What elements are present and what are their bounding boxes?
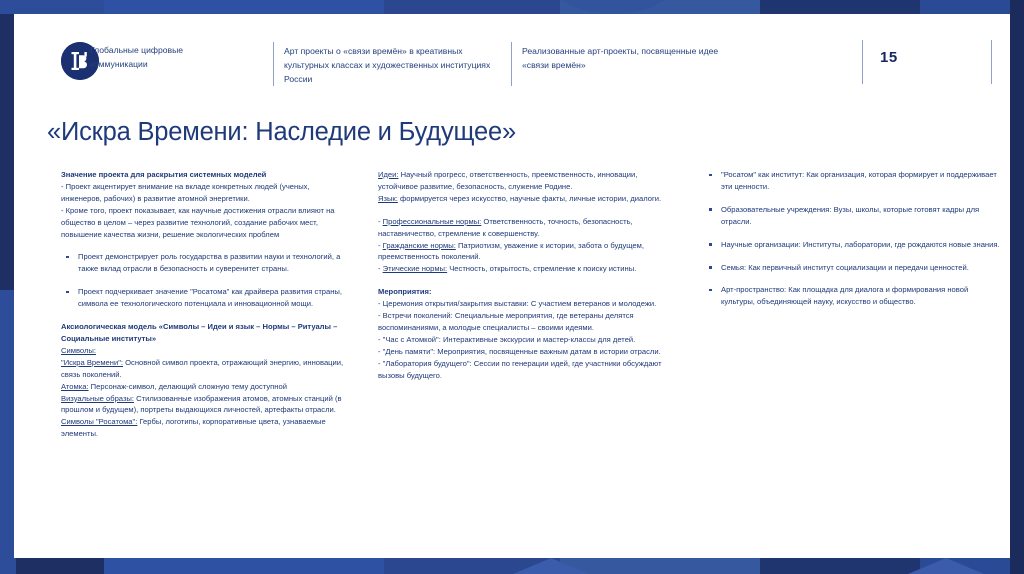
norm-term: Этические нормы: [382,264,448,274]
bg-band-top-6 [920,0,1024,14]
middle-event-item: - Встречи поколений: Специальные мероприятия, где ветераны делятся воспоминаниями, а молодые специалисты – своими идеями. [378,311,634,332]
norm-prefix: - [378,264,383,274]
left-model-heading: Аксиологическая модель «Символы – Идеи и язык – Нормы – Ритуалы – Социальные институты» [61,322,338,343]
definition-text: Стилизованные изображения атомов, атомных станций (в прошлом и будущем), портреты выдающихся личностей, артефакты отрасли. [61,393,342,415]
header-column-b: Реализованные арт-проекты, посвященные идее «связи времён» [522,46,719,70]
norm-term: Гражданские нормы: [382,240,456,250]
bg-band-top-1 [0,0,104,14]
header-divider-1 [273,42,274,86]
right-bullet-list [704,169,1004,308]
definition-text: Научный прогресс, ответственность, преемственность, инновации, устойчивое развитие, безопасность, служение Родине. [378,170,638,191]
norm-text: Ответственность, точность, безопасность, наставничество, стремление к совершенству. [378,216,633,238]
definition-text: Персонаж-символ, делающий сложную тему доступной [88,381,287,391]
definition-text: формируется через искусство, научные факты, личные истории, диалоги. [397,193,662,203]
left-bullet-list [61,251,351,310]
middle-norm [378,263,678,275]
bg-band-bottom-1 [104,558,384,574]
list-item [704,262,1004,274]
slide-card [14,14,1010,558]
list-item [704,239,1004,251]
left-paragraph: - Проект акцентирует внимание на вкладе конкретных людей (ученых, инженеров, рабочих) в развитие атомной энергетики. [61,181,310,203]
bg-band-top-2 [104,0,384,14]
definition-term: Язык: [378,193,398,203]
middle-event-item: - "Час с Атомкой": Интерактивные экскурсии и мастер-классы для детей. [378,334,636,344]
norm-prefix: - [378,240,383,250]
middle-norm [378,240,678,264]
definition-term: Идеи: [378,170,399,179]
column-right [704,169,1004,319]
norm-text: Патриотизм, уважение к истории, забота о будущем, преемственность поколений. [378,240,644,262]
list-item-text: Научные организации: Институты, лаборатории, где рождаются новые знания. [721,239,1000,249]
left-paragraph: - Кроме того, проект показывает, как научные достижения отрасли влияют на общество в целом – через развитие технологий, создание рабочих мест, повышение качества жизни, решение экологических проблем [61,205,335,239]
definition-text: Основной символ проекта, отражающий энергию, инновации, связь поколений. [61,357,344,379]
column-left [61,169,351,440]
list-item-text: Арт-пространство: Как площадка для диалога и формирования новой культуры, объединяющей науку, искусство и общество. [721,285,969,307]
left-definition [61,381,351,393]
list-item [61,251,351,275]
slide-header [14,14,1010,92]
bg-band-bottom-3 [560,558,760,574]
bg-band-top-3 [384,0,560,14]
spacer [378,205,678,216]
list-item-text: Семья: Как первичный институт социализации и передачи ценностей. [721,262,969,272]
spacer [61,240,351,251]
header-organization: Глобальные цифровые коммуникации [90,45,184,69]
header-column-a: Арт проекты о «связи времён» в креативных культурных классах и художественных институциях России [284,46,491,84]
slide-body [14,169,1010,549]
list-item-text: Образовательные учреждения: Вузы, школы, которые готовят кадры для отрасли. [721,204,980,226]
middle-definition [378,193,678,205]
definition-term: Атомка: [61,381,89,391]
middle-events-heading: Мероприятия: [378,287,432,297]
list-item-text: "Росатом" как институт: Как организация, которая формирует и поддерживает эти ценности. [721,170,997,191]
list-item [704,284,1004,308]
norm-text: Честность, открытость, стремление к поиску истины. [447,264,637,274]
header-divider-2 [511,42,512,86]
bg-right-accent-bar [1010,0,1024,574]
left-heading: Значение проекта для раскрытия системных моделей [61,170,267,179]
left-definition [61,357,351,381]
bg-band-bottom-4 [760,558,920,574]
header-divider-4 [991,40,992,84]
norm-prefix: - [378,216,383,226]
list-item [61,286,351,310]
definition-term: "Искра Времени": [61,357,124,367]
middle-event-item: - "День памяти": Мероприятия, посвященные важным датам в истории отрасли. [378,346,661,356]
left-definition [61,393,351,417]
middle-event-item: - Церемония открытия/закрытия выставки: С участием ветеранов и молодежи. [378,299,657,309]
list-item [704,204,1004,228]
bg-chevron-bottom-2 [908,558,984,574]
bg-band-top-5 [760,0,920,14]
header-divider-3 [862,40,863,84]
middle-event-item: - "Лаборатория будущего": Сессии по генерации идей, где участники обсуждают вызовы будущего. [378,358,662,380]
list-item-text: Проект демонстрирует роль государства в развитии науки и технологий, а также вклад отрасли в безопасность и суверенитет страны. [78,252,341,274]
column-middle [378,169,678,382]
page-number: 15 [880,49,898,66]
list-item [704,169,1004,193]
spacer [378,275,678,286]
left-symbols-label: Символы: [61,345,96,355]
middle-definition [378,169,678,193]
norm-term: Профессиональные нормы: [382,216,482,226]
definition-term: Визуальные образы: [61,393,134,403]
definition-text: Гербы, логотипы, корпоративные цвета, узнаваемые элементы. [61,417,326,439]
middle-norm [378,216,678,240]
left-definition [61,416,351,440]
page-title: «Искра Времени: Наследие и Будущее» [47,118,516,146]
bg-chevron-bottom-1 [513,558,589,574]
definition-term: Символы "Росатома": [61,417,138,427]
list-item-text: Проект подчеркивает значение "Росатома" как драйвера развития страны, символа ее технологического потенциала и инновационной мощи. [78,287,343,309]
